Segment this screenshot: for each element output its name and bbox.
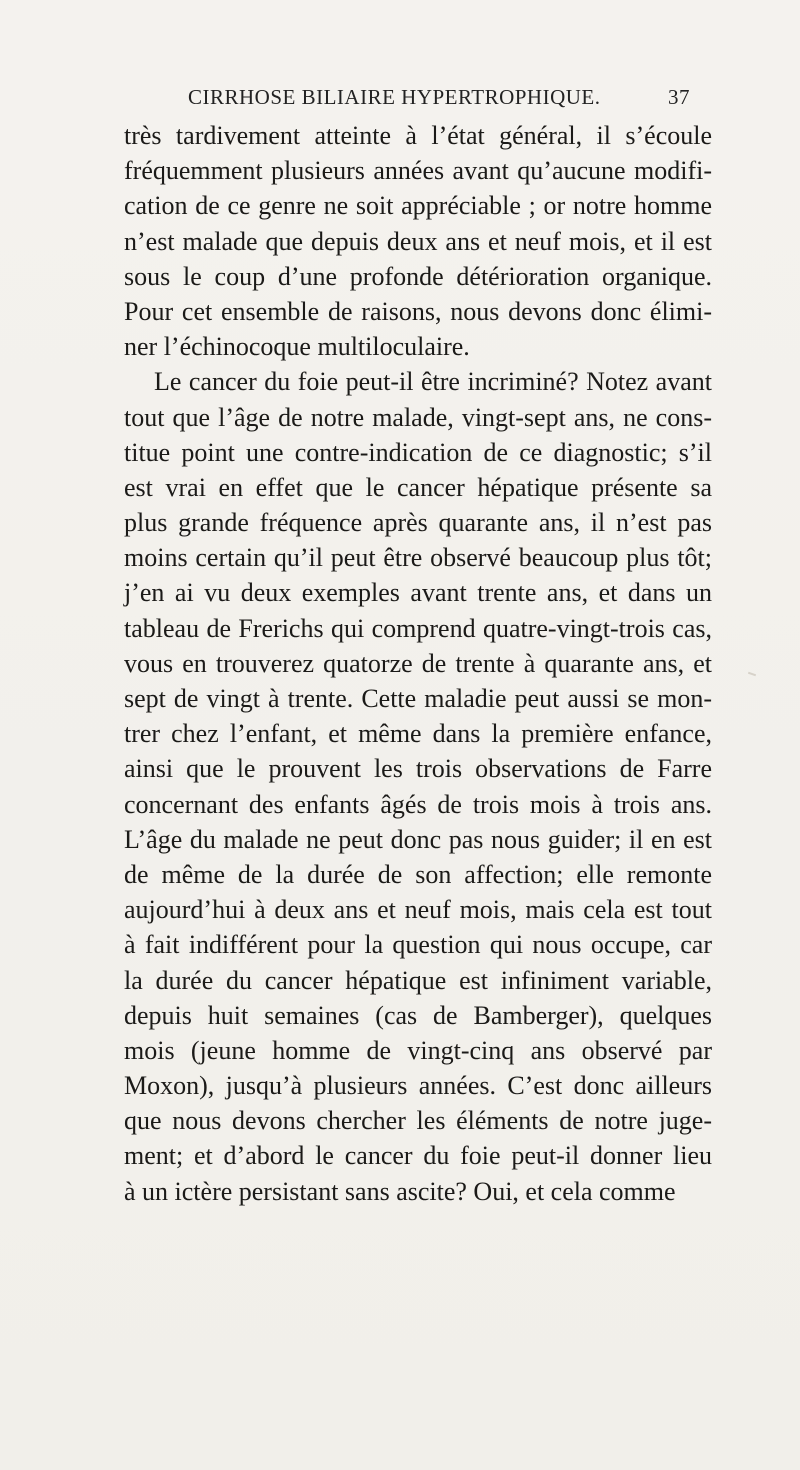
text-line-23: aujourd’hui à deux ans et neuf mois, mais cela est tout [124,895,712,925]
text-line-15: tableau de Frerichs qui comprend quatre-vingt-trois cas, [124,613,712,643]
text-line-18: trer chez l’enfant, et même dans la première enfance, [124,719,712,749]
text-line-31: à un ictère persistant sans ascite? Oui, et cela comme [124,1176,676,1206]
text-line-29: que nous devons chercher les éléments de notre juge- [124,1106,712,1136]
text-line-17: sept de vingt à trente. Cette maladie peut aussi se mon- [124,684,712,713]
text-line-7: ner l’échinocoque multiloculaire. [124,332,470,362]
text-line-24: à fait indifférent pour la question qui nous occupe, car [124,930,712,960]
text-line-12: plus grande fréquence après quarante ans, il n’est pas [124,508,712,538]
text-line-16: vous en trouverez quatorze de trente à quarante ans, et [124,648,712,678]
text-line-4: n’est malade que depuis deux ans et neuf mois, et il est [124,226,712,256]
page-number: 37 [668,85,690,109]
text-line-2: fréquemment plusieurs années avant qu’aucune modifi- [124,156,712,186]
text-line-6: Pour cet ensemble de raisons, nous devons donc élimi- [124,296,712,326]
text-line-25: la durée du cancer hépatique est infiniment variable, [124,965,712,995]
text-line-22: de même de la durée de son affection; elle remonte [124,859,712,889]
text-line-1: très tardivement atteinte à l’état général, il s’écoule [124,121,712,150]
text-line-20: concernant des enfants âgés de trois mois à trois ans. [124,789,712,819]
text-line-14: j’en ai vu deux exemples avant trente ans, et dans un [124,578,712,608]
text-line-11: est vrai en effet que le cancer hépatique présente sa [124,472,712,502]
running-title: CIRRHOSE BILIAIRE HYPERTROPHIQUE. [188,85,601,109]
paper-speck [748,672,756,677]
text-line-9: tout que l’âge de notre malade, vingt-sept ans, ne cons- [124,402,712,432]
text-line-30: ment; et d’abord le cancer du foie peut-il donner lieu [124,1141,712,1171]
text-line-13: moins certain qu’il peut être observé beaucoup plus tôt; [124,543,712,573]
text-line-21: L’âge du malade ne peut donc pas nous guider; il en est [124,824,712,854]
text-line-19: ainsi que le prouvent les trois observations de Farre [124,754,712,784]
text-line-28: Moxon), jusqu’à plusieurs années. C’est donc ailleurs [124,1071,712,1101]
running-head [188,85,708,113]
body-text [124,118,712,1209]
text-line-10: titue point une contre-indication de ce diagnostic; s’il [124,437,712,467]
text-line-27: mois (jeune homme de vingt-cinq ans observé par [124,1035,712,1065]
text-line-26: depuis huit semaines (cas de Bamberger), quelques [124,1000,712,1030]
text-line-5: sous le coup d’une profonde détérioration organique. [124,261,712,291]
text-line-8: Le cancer du foie peut-il être incriminé? Notez avant [154,367,712,397]
text-line-3: cation de ce genre ne soit appréciable ; or notre homme [124,191,712,221]
